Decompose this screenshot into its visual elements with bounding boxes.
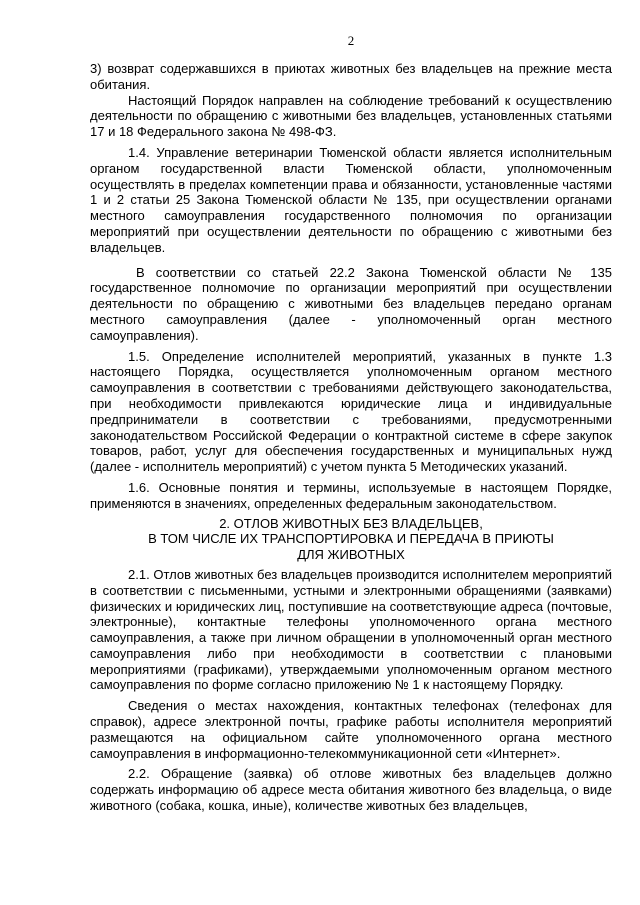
section-heading bbox=[90, 516, 612, 563]
section-heading-line: 2. ОТЛОВ ЖИВОТНЫХ БЕЗ ВЛАДЕЛЬЦЕВ, bbox=[219, 515, 483, 531]
paragraph: 1.4. Управление ветеринарии Тюменской области является исполнительным органом государственной власти Тюменской области, уполномоченным осуществлять в пределах компетенции права и обязанности, установленные частями 1 и 2 статьи 25 Закона Тюменской области № 135, при осуществлении органами местного самоуправления государственного полномочия по организации мероприятий при осуществлении деятельности по обращению с животными без владельцев. bbox=[90, 144, 612, 255]
section-heading-line: В ТОМ ЧИСЛЕ ИХ ТРАНСПОРТИРОВКА И ПЕРЕДАЧА В ПРИЮТЫ bbox=[148, 531, 554, 547]
paragraph: 3) возврат содержавшихся в приютах животных без владельцев на прежние места обитания. bbox=[90, 61, 612, 92]
paragraph: 2.2. Обращение (заявка) об отлове животных без владельцев должно содержать информацию об адресе места обитания животного без владельца, о виде животного (собака, кошка, иные), количестве животных без владельцев, bbox=[90, 766, 612, 814]
paragraph: 1.5. Определение исполнителей мероприятий, указанных в пункте 1.3 настоящего Порядка, осуществляется уполномоченным органом местного самоуправления в соответствии с требованиями действующего законодательства, при необходимости привлекаются юридические лица и индивидуальные предприниматели в соответствии с требованиями, предусмотренными законодательством Российской Федерации о контрактной системе в сфере закупок товаров, работ, услуг для обеспечения государственных и муниципальных нужд (далее - исполнитель мероприятий) с учетом пункта 5 Методических указаний. bbox=[90, 348, 612, 475]
paragraph: Настоящий Порядок направлен на соблюдение требований к осуществлению деятельности по обращению с животными без владельцев, установленных статьями 17 и 18 Федерального закона № 498-ФЗ. bbox=[90, 92, 612, 140]
paragraph: В соответствии со статьей 22.2 Закона Тюменской области № 135 государственное полномочие по организации мероприятий при осуществлении деятельности по обращению с животными без владельцев передано органам местного самоуправления (далее - уполномоченный орган местного самоуправления). bbox=[90, 264, 612, 343]
paragraph: Сведения о местах нахождения, контактных телефонах (телефонах для справок), адресе электронной почты, графике работы исполнителя мероприятий размещаются на официальном сайте уполномоченного органа местного самоуправления в информационно-телекоммуникационной сети «Интернет». bbox=[90, 698, 612, 761]
section-heading-line: ДЛЯ ЖИВОТНЫХ bbox=[297, 547, 405, 563]
document-body bbox=[90, 61, 612, 814]
paragraph: 1.6. Основные понятия и термины, используемые в настоящем Порядке, применяются в значениях, определенных федеральным законодательством. bbox=[90, 479, 612, 511]
paragraph: 2.1. Отлов животных без владельцев производится исполнителем мероприятий в соответствии с письменными, устными и электронными обращениями (заявками) физических и юридических лиц, поступившие на соответствующие адреса (почтовые, электронные), контактные телефоны уполномоченного органа местного самоуправления, а также при личном обращении в уполномоченный орган местного самоуправления либо при необходимости в соответствии с плановыми мероприятиями (графиками), утверждаемыми уполномоченным органом местного самоуправления по форме согласно приложению № 1 к настоящему Порядку. bbox=[90, 566, 612, 693]
page-number: 2 bbox=[347, 33, 355, 48]
